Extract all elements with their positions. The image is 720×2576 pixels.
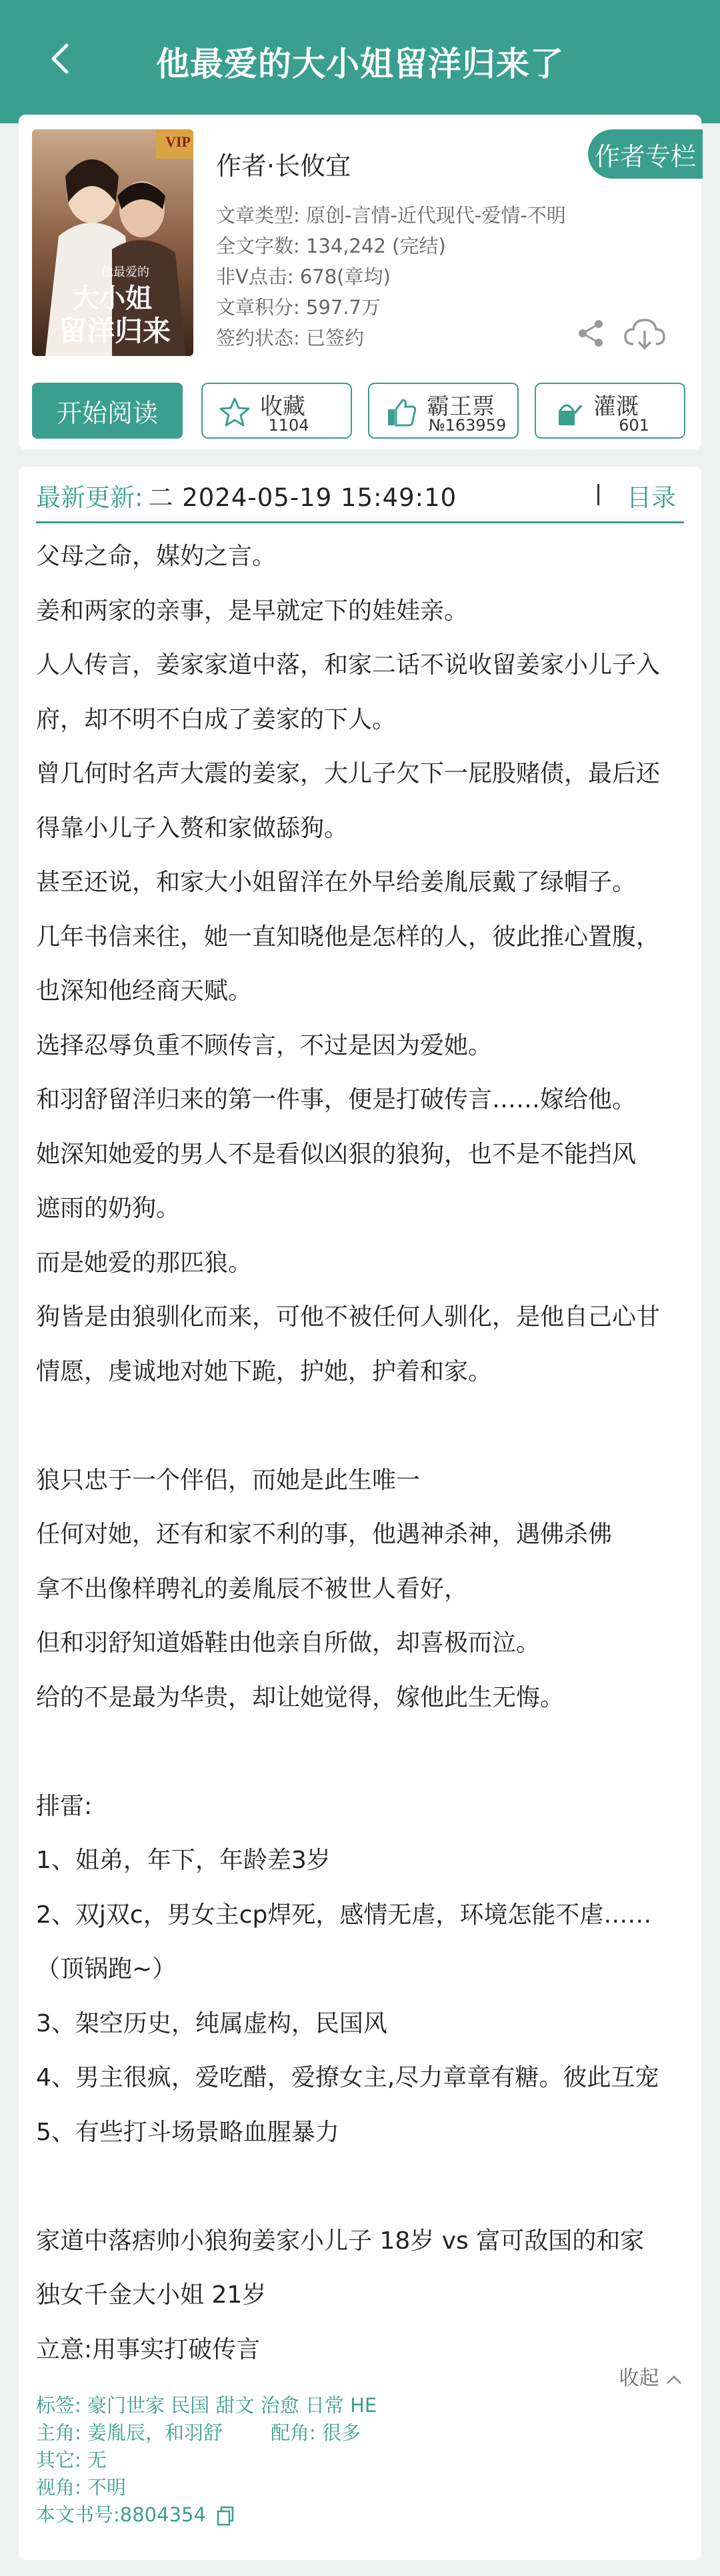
- collapse-label: 收起: [619, 2367, 659, 2390]
- collapse-button[interactable]: [619, 2361, 683, 2391]
- description-line: 1、姐弟，年下，年龄差3岁: [36, 1847, 331, 1874]
- description-line: 和羽舒留洋归来的第一件事，便是打破传言……嫁给他。: [36, 1086, 637, 1113]
- chevron-up-icon: [665, 2373, 683, 2385]
- overlord-ticket-label: 霸王票: [427, 393, 495, 420]
- page-title: 他最爱的大小姐留洋归来了: [156, 45, 564, 83]
- thumbs-up-icon: [385, 396, 417, 428]
- author-name[interactable]: 作者·长攸宜: [216, 151, 351, 181]
- description-line: 独女千金大小姐 21岁: [36, 2281, 267, 2309]
- overlord-ticket-button[interactable]: [368, 383, 519, 439]
- description-line: [36, 2159, 689, 2214]
- support-characters: 配角: 很多: [271, 2421, 361, 2444]
- meta-genre: 文章类型: 原创-言情-近代现代-爱情-不明: [216, 204, 566, 227]
- description-line: 但和羽舒知道婚鞋由他亲自所做，却喜极而泣。: [36, 1629, 541, 1657]
- description-line: 给的不是最为华贵，却让她觉得，嫁他此生无悔。: [36, 1683, 565, 1711]
- download-cloud-icon[interactable]: [623, 315, 667, 352]
- description-line: 家道中落痞帅小狼狗姜家小儿子 18岁 vs 富可敌国的和家: [36, 2227, 645, 2255]
- irrigate-label: 灌溉: [593, 393, 639, 420]
- watering-can-icon: [552, 396, 584, 428]
- description-line: 情愿，虔诚地对她下跪，护她，护着和家。: [36, 1357, 493, 1385]
- description-line: 狗皆是由狼驯化而来，可他不被任何人驯化，是他自己心甘: [36, 1303, 661, 1331]
- description-line: 选择忍辱负重不顾传言，不过是因为爱她。: [36, 1031, 493, 1059]
- other-row: 其它: 无: [36, 2449, 107, 2471]
- header-divider: [597, 484, 599, 505]
- description-line: 拿不出像样聘礼的姜胤辰不被世人看好，: [36, 1575, 469, 1603]
- perspective-row: 视角: 不明: [36, 2476, 126, 2499]
- author-column-button[interactable]: 作者专栏: [588, 129, 703, 179]
- book-number-row: [36, 2501, 377, 2529]
- book-cover-image[interactable]: [32, 129, 193, 356]
- description-line: 得靠小儿子入赘和家做舔狗。: [36, 814, 349, 842]
- cover-vip-badge: VIP: [165, 133, 191, 150]
- start-reading-button[interactable]: 开始阅读: [32, 383, 183, 439]
- description-line: [36, 1399, 689, 1453]
- description-line: 5、有些打斗场景略血腥暴力: [36, 2118, 339, 2146]
- description-line: 她深知她爱的男人不是看似凶狠的狼狗，也不是不能挡风: [36, 1140, 637, 1168]
- description-line: 曾几何时名声大震的姜家，大儿子欠下一屁股赌债，最后还: [36, 760, 661, 787]
- star-icon: [219, 396, 251, 428]
- characters-row: [36, 2419, 377, 2447]
- description-line: 府，却不明不白成了姜家的下人。: [36, 705, 397, 733]
- latest-update-date: 二 2024-05-19 15:49:10: [148, 483, 457, 512]
- overlord-ticket-count: №163959: [428, 416, 507, 435]
- favorite-label: 收藏: [260, 393, 305, 420]
- description-line: 人人传言，姜家家道中落，和家二话不说收留姜家小儿子入: [36, 651, 661, 679]
- description-line: 姜和两家的亲事，是早就定下的娃娃亲。: [36, 597, 469, 625]
- book-description: [36, 529, 689, 2377]
- cover-title-line-2: 留洋归来: [59, 315, 171, 347]
- top-app-bar: [0, 0, 720, 123]
- description-line: 父母之命，媒妁之言。: [36, 543, 277, 570]
- description-line: 2、双j双c，男女主cp焊死，感情无虐，环境怎能不虐……: [36, 1901, 652, 1929]
- lead-characters: 主角: 姜胤辰，和羽舒: [36, 2421, 223, 2444]
- description-line: 也深知他经商天赋。: [36, 977, 253, 1005]
- table-of-contents-link[interactable]: 目录: [627, 483, 676, 512]
- description-line: 任何对她，还有和家不利的事，他遇神杀神，遇佛杀佛: [36, 1521, 613, 1548]
- latest-update-label: 最新更新:: [36, 483, 143, 512]
- book-number: 本文书号:8804354: [36, 2503, 206, 2526]
- cover-title-line-1: 大小姐: [72, 283, 152, 314]
- meta-score: 文章积分: 597.7万: [216, 296, 381, 319]
- description-line: 几年书信来往，她一直知晓他是怎样的人，彼此推心置腹，: [36, 923, 661, 951]
- description-line: （顶锅跑~）: [36, 1955, 177, 1983]
- description-line: [36, 1725, 689, 1779]
- description-line: 排雷:: [36, 1792, 93, 1820]
- latest-update: [36, 477, 457, 513]
- book-tags: [36, 2392, 377, 2529]
- meta-clicks: 非V点击: 678(章均): [216, 265, 391, 288]
- meta-word-count: 全文字数: 134,242 (完结): [216, 235, 446, 257]
- favorite-button[interactable]: [201, 383, 352, 439]
- description-line: 立意:用事实打破传言: [36, 2335, 261, 2363]
- book-info-card: [19, 115, 701, 449]
- meta-sign-status: 签约状态: 已签约: [216, 327, 364, 349]
- copy-icon[interactable]: [216, 2506, 235, 2526]
- description-line: 而是她爱的那匹狼。: [36, 1249, 253, 1277]
- description-line: 遮雨的奶狗。: [36, 1195, 181, 1222]
- share-icon[interactable]: [575, 317, 607, 349]
- irrigate-button[interactable]: [535, 383, 685, 439]
- description-line: 狼只忠于一个伴侣，而她是此生唯一: [36, 1466, 421, 1494]
- description-line: 甚至还说，和家大小姐留洋在外早给姜胤辰戴了绿帽子。: [36, 869, 637, 896]
- description-line: 4、男主很疯，爱吃醋，爱撩女主,尽力章章有糖。彼此互宠: [36, 2064, 659, 2091]
- book-description-card: [19, 467, 701, 2560]
- irrigate-count: 601: [619, 416, 649, 435]
- section-divider: [36, 521, 684, 523]
- description-line: 3、架空历史，纯属虚构，民国风: [36, 2009, 387, 2037]
- tags-row[interactable]: 标签: 豪门世家 民国 甜文 治愈 日常 HE: [36, 2394, 377, 2417]
- cover-subtitle: 他最爱的: [101, 265, 149, 279]
- favorite-count: 1104: [268, 416, 309, 435]
